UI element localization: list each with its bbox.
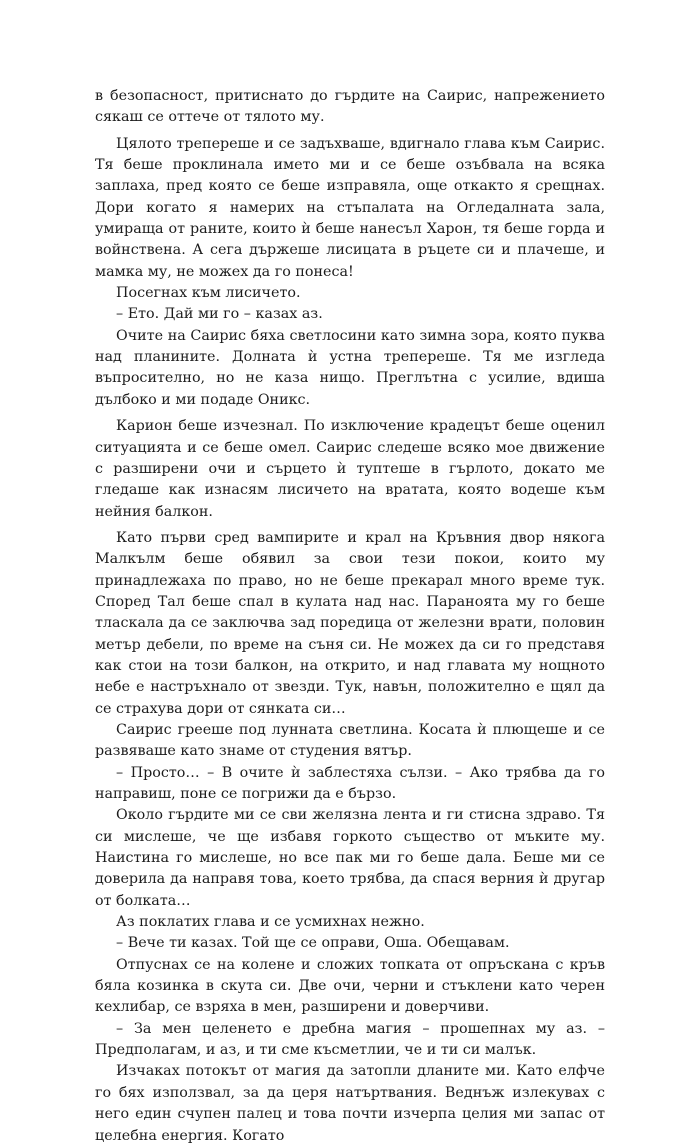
paragraph: Като първи сред вампирите и крал на Кръвния двор някога Малкълм беше обявил за свои тези покои, които му принадлежаха по право, но не беше прекарал много време тук. Според Тал беше спал в кулата над нас. Параноята му го беше тласкала да се заключва зад поредица от железни врати, половин метър дебели, по време на съня си. Не можех да си го представя как стои на този балкон, на открито, и над главата му нощното небе е настръхнало от звезди. Тук, навън, положително е щял да се страхува дори от сянката си… [95,529,605,717]
paragraph: Изчаках потокът от магия да затопли дланите ми. Като елфче го бях използвал, за да церя натъртвания. Веднъж излекувах с него един счупен палец и това почти изчерпа целия ми запас от целебна енергия. Когато [95,1063,605,1144]
paragraph: – Вече ти казах. Той ще се оправи, Оша. Обещавам. [116,935,510,952]
paragraph: Карион беше изчезнал. По изключение крадецът беше оценил ситуацията и се беше омел. Саирис следеше всяко мое движение с разширени очи и сърцето ѝ туптеше в гърлото, докато ме гледаше как изнасям лисичето на вратата, която водеше към нейния балкон. [95,418,605,520]
paragraph: – За мен целенето е дребна магия – прошепнах му аз. – Предполагам, и аз, и ти сме късметлии, че и ти си малък. [95,1020,605,1059]
paragraph: – Ето. Дай ми го – казах аз. [116,306,323,323]
paragraph: Посегнах към лисичето. [116,285,301,302]
paragraph: Цялото трепереше и се задъхваше, вдигнало глава към Саирис. Тя беше проклинала името ми и се беше озъбвала на всяка заплаха, пред която се беше изправяла, още откакто я срещнах. Дори когато я намерих на стъпалата на Огледалната зала, умираща от раните, които ѝ беше нанесъл Харон, тя беше горда и войнствена. А сега държеше лисицата в ръцете си и плачеше, и мамка му, не можех да го понеса! [95,135,605,280]
paragraph: Около гърдите ми се сви желязна лента и ги стисна здраво. Тя си мислеше, че ще избавя горкото същество от мъките му. Наистина го мислеше, но все пак ми го беше дала. Беше ми се доверила да направя това, което трябва, да спася верния ѝ другар от болката… [95,807,605,909]
paragraph: – Просто… – В очите ѝ заблестяха сълзи. – Ако трябва да го направиш, поне се погрижи да е бързо. [95,764,605,802]
paragraph: Аз поклатих глава и се усмихнах нежно. [116,914,425,931]
paragraph: Саирис грееше под лунната светлина. Косата ѝ плющеше и се развяваше като знаме от студения вятър. [95,721,605,760]
paragraph: Отпуснах се на колене и сложих топката от опръскана с кръв бяла козинка в скута си. Две очи, черни и стъклени като черен кехлибар, се взряха в мен, разширени и доверчиви. [95,956,605,1016]
paragraph: в безопасност, притиснато до гърдите на Саирис, напрежението сякаш се оттече от тялото му. [95,88,605,126]
paragraph: Очите на Саирис бяха светлосини като зимна зора, която пуква над планините. Долната ѝ устна трепереше. Тя ме изгледа въпросително, но не каза нищо. Преглътна с усилие, вдиша дълбоко и ми подаде Оникс. [95,327,605,408]
